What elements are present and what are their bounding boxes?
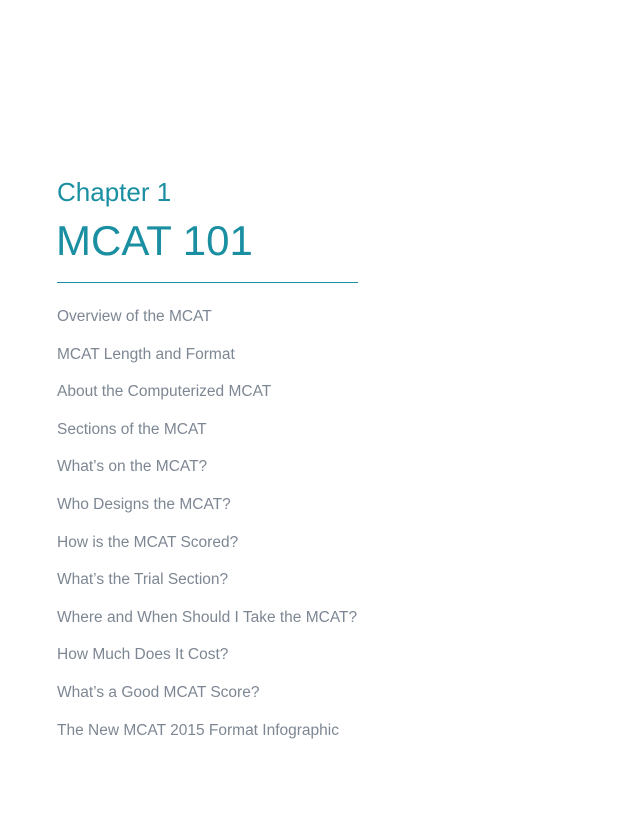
toc-item: What’s on the MCAT? — [57, 458, 208, 476]
toc-item: The New MCAT 2015 Format Infographic — [57, 721, 339, 739]
title-divider — [57, 282, 358, 283]
toc-item: Where and When Should I Take the MCAT? — [57, 608, 358, 626]
table-of-contents — [57, 306, 357, 757]
chapter-title: MCAT 101 — [56, 217, 253, 264]
toc-item: MCAT Length and Format — [57, 345, 235, 363]
toc-item: How is the MCAT Scored? — [57, 533, 239, 551]
chapter-label: Chapter 1 — [57, 177, 172, 207]
toc-item: How Much Does It Cost? — [57, 646, 229, 664]
toc-item: About the Computerized MCAT — [57, 383, 272, 401]
toc-item: What’s a Good MCAT Score? — [57, 683, 260, 701]
toc-item: Sections of the MCAT — [57, 420, 207, 438]
toc-item: Overview of the MCAT — [57, 308, 212, 325]
toc-item: Who Designs the MCAT? — [57, 495, 231, 513]
toc-item: What’s the Trial Section? — [57, 571, 229, 589]
